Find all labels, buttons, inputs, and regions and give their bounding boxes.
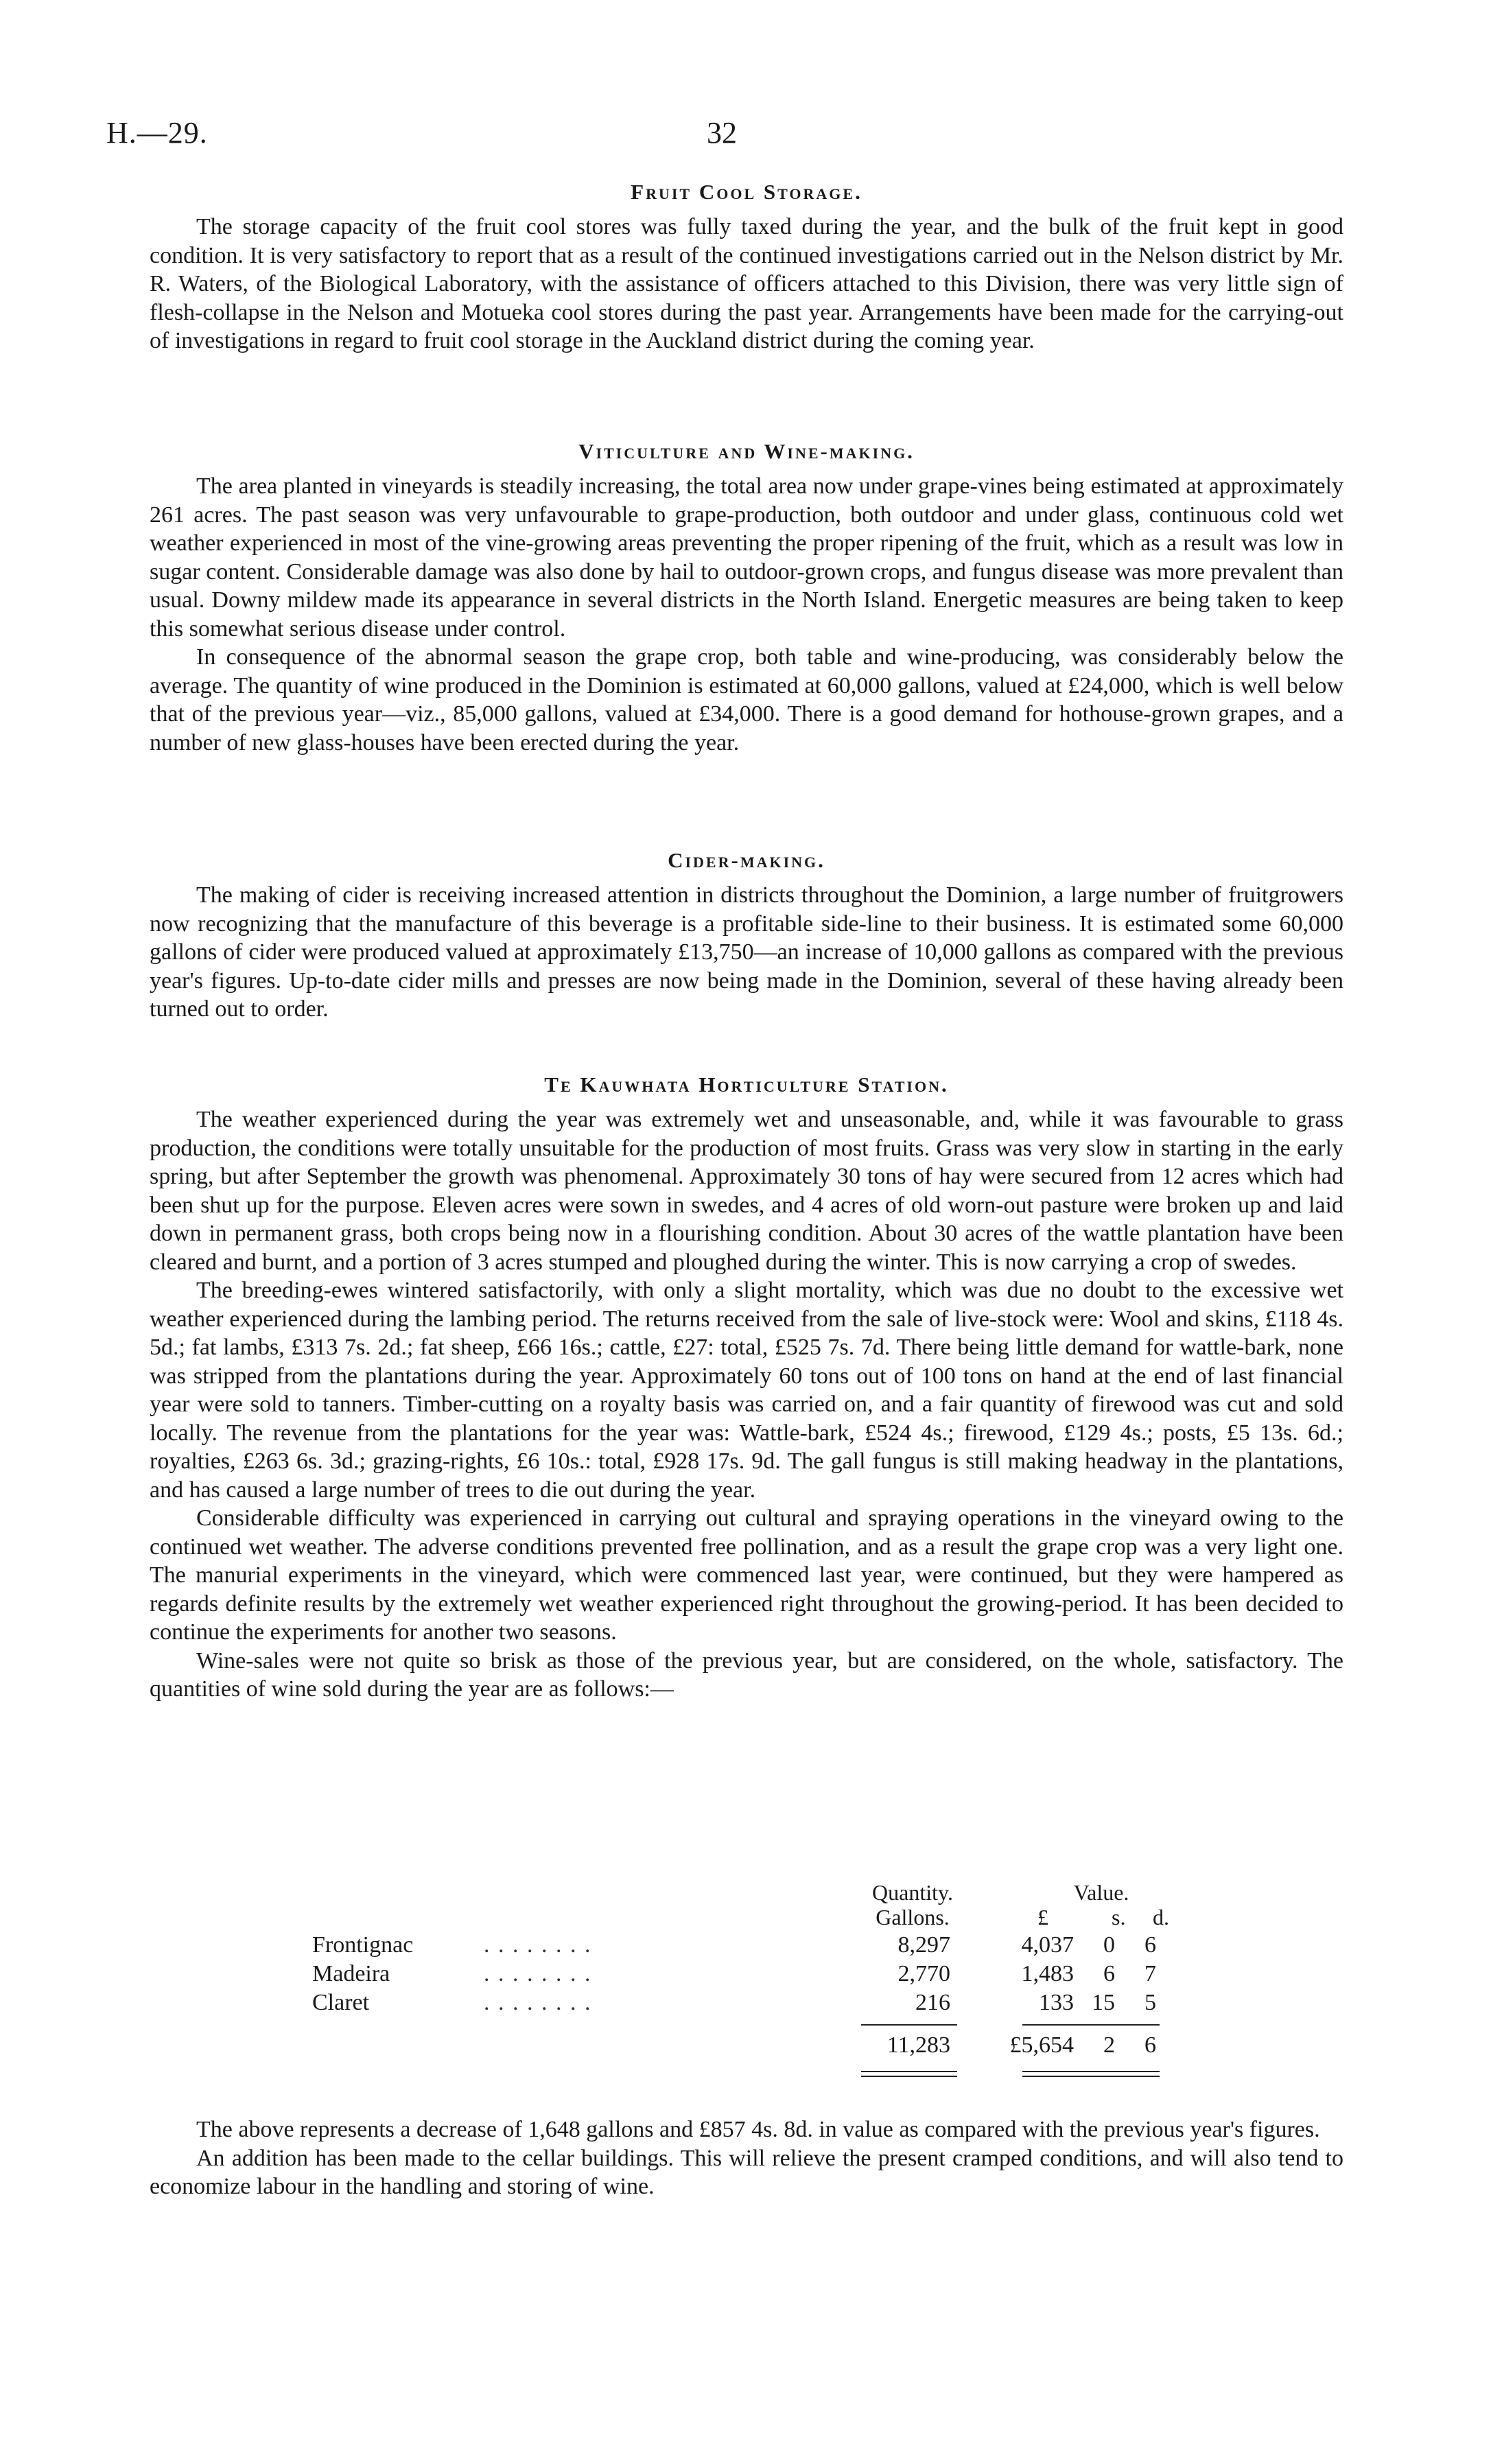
section-heading: Viticulture and Wine-making.	[578, 439, 915, 463]
pounds-cell: 133	[1039, 1990, 1074, 2015]
pence-cell: 5	[1144, 1990, 1156, 2015]
gallons-cell: 216	[915, 1990, 950, 2015]
total-pence-cell: 6	[1144, 2032, 1156, 2058]
rule-above-total	[1022, 2024, 1160, 2026]
wine-name: Frontignac	[312, 1932, 414, 1958]
section-heading: Cider-making.	[668, 848, 825, 872]
gallons-cell: 8,297	[897, 1932, 950, 1958]
double-rule-below-total	[1022, 2071, 1160, 2072]
table-total-row	[312, 2032, 1190, 2063]
paragraph: In consequence of the abnormal season the grape crop, both table and wine-producing, was considerably below the average. The quantity of wine produced in the Dominion is estimated at 60,000 gallons, valued at £24,000, which is well below that of the previous year—viz., 85,000 gallons, valued at £34,000. There is a good demand for hothouse-grown grapes, and a number of new glass-houses have been erected during the year.	[150, 644, 1343, 755]
pence-cell: 6	[1144, 1932, 1156, 1958]
total-shillings-cell: 2	[1103, 2032, 1115, 2058]
quantity-unit-label: Gallons.	[876, 1905, 950, 1929]
quantity-header	[861, 1880, 964, 1929]
pounds-cell: 1,483	[1021, 1961, 1074, 1986]
paragraph: The storage capacity of the fruit cool stores was fully taxed during the year, and the bulk of the fruit kept in good condition. It is very satisfactory to report that as a result of the continued investigations carried out in the Nelson district by Mr. R. Waters, of the Biological Laboratory, with the assistance of officers attached to this Division, there was very little sign of flesh-collapse in the Nelson and Motueka cool stores during the past year. Arrangements have been made for the carrying-out of investigations in regard to fruit cool storage in the Auckland district during the coming year.	[150, 214, 1343, 353]
page-number: 32	[707, 116, 737, 150]
paragraph: The above represents a decrease of 1,648 gallons and £857 4s. 8d. in value as compared with the previous year's figures.	[196, 2117, 1320, 2142]
wine-name: Madeira	[312, 1961, 390, 1986]
leader-dots: . . . . . . . .	[484, 1990, 592, 2015]
quantity-header-label: Quantity.	[872, 1880, 953, 1905]
section-heading: Fruit Cool Storage.	[631, 180, 862, 204]
double-rule-below-total	[861, 2076, 957, 2077]
document-reference: H.—29.	[106, 116, 208, 150]
gallons-cell: 2,770	[897, 1961, 950, 1986]
table-row	[312, 1961, 1190, 1991]
paragraph: The weather experienced during the year was extremely wet and unseasonable, and, while it was favourable to grass production, the conditions were totally unsuitable for the production of most fruits. Grass was very slow in starting in the early spring, but after September the growth was phenomenal. Approximately 30 tons of hay were secured from 12 acres which had been shut up for the purpose. Eleven acres were sown in swedes, and 4 acres of old worn-out pasture were broken up and laid down in permanent grass, both crops being now in a flourishing condition. About 30 acres of the wattle plantation have been cleared and burnt, and a portion of 3 acres stumped and ploughed during the winter. This is now carrying a crop of swedes.	[150, 1107, 1343, 1275]
paragraph: Considerable difficulty was experienced in carrying out cultural and spraying operations in the vineyard owing to the continued wet weather. The adverse conditions prevented free pollination, and as a result the grape crop was a very light one. The manurial experiments in the vineyard, which were commenced last year, were continued, but they were hampered as regards definite results by the extremely wet weather experienced right throughout the growing-period. It has been decided to continue the experiments for another two seasons.	[150, 1505, 1343, 1645]
rule-above-total	[861, 2024, 957, 2026]
leader-dots: . . . . . . . .	[484, 1932, 592, 1958]
table-row	[312, 1990, 1190, 2020]
double-rule-below-total	[861, 2071, 957, 2072]
pounds-cell: 4,037	[1021, 1932, 1074, 1958]
section-viticulture	[150, 439, 1343, 757]
section-closing	[150, 2115, 1343, 2201]
value-header	[1022, 1880, 1180, 1929]
shillings-cell: 6	[1103, 1961, 1115, 1986]
section-fruit-cool-storage	[150, 180, 1343, 355]
pence-cell: 7	[1144, 1961, 1156, 1986]
table-row	[312, 1932, 1190, 1962]
paragraph: The making of cider is receiving increased attention in districts throughout the Dominion, a large number of fruitgrowers now recognizing that the manufacture of this beverage is a profitable side-line to their business. It is estimated some 60,000 gallons of cider were produced valued at approximately £13,750—an increase of 10,000 gallons as compared with the previous year's figures. Up-to-date cider mills and presses are now being made in the Dominion, several of these having already been turned out to order.	[150, 882, 1343, 1022]
paragraph: An addition has been made to the cellar buildings. This will relieve the present cramped conditions, and will also tend to economize labour in the handling and storing of wine.	[150, 2145, 1343, 2199]
paragraph: The breeding-ewes wintered satisfactorily, with only a slight mortality, which was due no doubt to the excessive wet weather experienced during the lambing period. The returns received from the sale of live-stock were: Wool and skins, £118 4s. 5d.; fat lambs, £313 7s. 2d.; fat sheep, £66 16s.; cattle, £27: total, £525 7s. 7d. There being little demand for wattle-bark, none was stripped from the plantations during the year. Approximately 60 tons out of 100 tons on hand at the end of last financial year were sold to tanners. Timber-cutting on a royalty basis was carried on, and a fair quantity of firewood was cut and sold locally. The revenue from the plantations for the year was: Wattle-bark, £524 4s.; firewood, £129 4s.; posts, £5 13s. 6d.; royalties, £263 6s. 3d.; grazing-rights, £6 10s.: total, £928 17s. 9d. The gall fungus is still making headway in the plantations, and has caused a large number of trees to die out during the year.	[150, 1278, 1343, 1503]
pence-unit-label: d.	[1153, 1905, 1169, 1929]
paragraph: The area planted in vineyards is steadily increasing, the total area now under grape-vines being estimated at approximately 261 acres. The past season was very unfavourable to grape-production, both outdoor and under glass, continuous cold wet weather experienced in most of the vine-growing areas preventing the proper ripening of the fruit, which as a result was low in sugar content. Considerable damage was also done by hail to outdoor-grown crops, and fungus disease was more prevalent than usual. Downy mildew made its appearance in several districts in the North Island. Energetic measures are being taken to keep this somewhat serious disease under control.	[150, 473, 1343, 642]
section-heading: Te Kauwhata Horticulture Station.	[544, 1072, 949, 1096]
total-pounds-cell: £5,654	[1009, 2032, 1074, 2058]
leader-dots: . . . . . . . .	[484, 1961, 592, 1986]
wine-name: Claret	[312, 1990, 370, 2015]
total-gallons-cell: 11,283	[887, 2032, 950, 2058]
pounds-unit-label: £	[1037, 1905, 1048, 1929]
shillings-unit-label: s.	[1112, 1905, 1126, 1929]
double-rule-below-total	[1022, 2076, 1160, 2077]
section-cider	[150, 848, 1343, 1024]
section-te-kauwhata	[150, 1072, 1343, 1704]
value-header-label: Value.	[1073, 1880, 1129, 1905]
shillings-cell: 15	[1092, 1990, 1115, 2015]
paragraph: Wine-sales were not quite so brisk as those of the previous year, but are considered, on the whole, satisfactory. The quantities of wine sold during the year are as follows:—	[150, 1647, 1343, 1702]
shillings-cell: 0	[1103, 1932, 1115, 1958]
